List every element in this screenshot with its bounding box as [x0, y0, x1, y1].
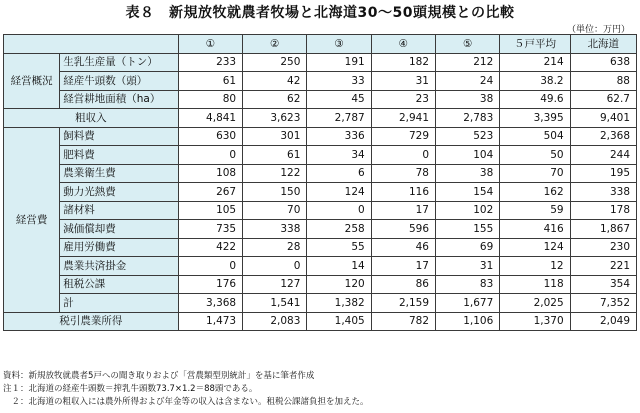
row-label: 計	[60, 294, 179, 313]
row-labor	[4, 238, 637, 257]
unit-label: （単位：万円）	[566, 25, 630, 35]
cell: 0	[178, 146, 242, 165]
cell: 0	[178, 257, 242, 276]
row-label: 粗収入	[4, 109, 179, 128]
cell: 596	[371, 220, 435, 239]
cell: 1,867	[570, 220, 636, 239]
cell: 104	[436, 146, 500, 165]
row-coop	[4, 257, 637, 276]
cell: 1,677	[436, 294, 500, 313]
row-income	[4, 109, 637, 128]
group-label-costs: 経営費	[4, 127, 60, 312]
cell: 212	[436, 53, 500, 72]
cell: 55	[307, 238, 371, 257]
col-header: ①	[178, 35, 242, 54]
cell: 422	[178, 238, 242, 257]
table-title: 表８ 新規放牧就農者牧場と北海道30〜50頭規模との比較	[125, 5, 515, 21]
cell: 191	[307, 53, 371, 72]
cell: 336	[307, 127, 371, 146]
row-vet	[4, 164, 637, 183]
row-milk	[4, 53, 637, 72]
cell: 3,368	[178, 294, 242, 313]
cell: 735	[178, 220, 242, 239]
cell: 31	[371, 72, 435, 91]
cell: 3,395	[500, 109, 570, 128]
cell: 108	[178, 164, 242, 183]
cell: 338	[570, 183, 636, 202]
cell: 2,941	[371, 109, 435, 128]
footnote: ２：北海道の粗収入には農外所得および年金等の収入は含まない。租税公課諸負担を加えた。	[3, 397, 369, 407]
cell: 1,370	[500, 312, 570, 331]
cell: 120	[307, 275, 371, 294]
cell: 122	[243, 164, 307, 183]
cell: 118	[500, 275, 570, 294]
cell: 2,083	[243, 312, 307, 331]
cell: 155	[436, 220, 500, 239]
cell: 83	[436, 275, 500, 294]
cell: 116	[371, 183, 435, 202]
cell: 105	[178, 201, 242, 220]
cell: 301	[243, 127, 307, 146]
cell: 4,841	[178, 109, 242, 128]
cell: 1,106	[436, 312, 500, 331]
cell: 124	[307, 183, 371, 202]
cell: 9,401	[570, 109, 636, 128]
cell: 2,049	[570, 312, 636, 331]
row-feed	[4, 127, 637, 146]
header-row	[4, 35, 637, 54]
col-header: ５戸平均	[500, 35, 570, 54]
cell: 182	[371, 53, 435, 72]
row-power	[4, 183, 637, 202]
header-corner	[4, 35, 179, 54]
col-header: ④	[371, 35, 435, 54]
row-label: 雇用労働費	[60, 238, 179, 257]
cell: 162	[500, 183, 570, 202]
cell: 233	[178, 53, 242, 72]
cell: 62	[243, 90, 307, 109]
row-label: 飼料費	[60, 127, 179, 146]
cell: 127	[243, 275, 307, 294]
row-pretax	[4, 312, 637, 331]
cell: 6	[307, 164, 371, 183]
cell: 50	[500, 146, 570, 165]
cell: 59	[500, 201, 570, 220]
cell: 214	[500, 53, 570, 72]
row-misc	[4, 201, 637, 220]
cell: 338	[243, 220, 307, 239]
cell: 244	[570, 146, 636, 165]
row-label: 租税公課	[60, 275, 179, 294]
row-label: 農業共済掛金	[60, 257, 179, 276]
cell: 86	[371, 275, 435, 294]
row-land	[4, 90, 637, 109]
cell: 221	[570, 257, 636, 276]
cell: 24	[436, 72, 500, 91]
cell: 34	[307, 146, 371, 165]
cell: 630	[178, 127, 242, 146]
row-tax	[4, 275, 637, 294]
row-cows	[4, 72, 637, 91]
cell: 0	[307, 201, 371, 220]
cell: 70	[243, 201, 307, 220]
cell: 1,382	[307, 294, 371, 313]
cell: 230	[570, 238, 636, 257]
cell: 1,541	[243, 294, 307, 313]
col-header: 北海道	[570, 35, 636, 54]
cell: 88	[570, 72, 636, 91]
row-label: 経産牛頭数（頭）	[60, 72, 179, 91]
cell: 17	[371, 201, 435, 220]
cell: 49.6	[500, 90, 570, 109]
cell: 354	[570, 275, 636, 294]
row-fert	[4, 146, 637, 165]
cell: 0	[243, 257, 307, 276]
cell: 23	[371, 90, 435, 109]
cell: 416	[500, 220, 570, 239]
cell: 70	[500, 164, 570, 183]
cell: 14	[307, 257, 371, 276]
cell: 258	[307, 220, 371, 239]
cell: 3,623	[243, 109, 307, 128]
cell: 38	[436, 90, 500, 109]
cell: 45	[307, 90, 371, 109]
cell: 1,473	[178, 312, 242, 331]
cell: 78	[371, 164, 435, 183]
cell: 38.2	[500, 72, 570, 91]
row-label: 生乳生産量（トン）	[60, 53, 179, 72]
col-header: ⑤	[436, 35, 500, 54]
cell: 176	[178, 275, 242, 294]
cell: 17	[371, 257, 435, 276]
cell: 150	[243, 183, 307, 202]
cell: 504	[500, 127, 570, 146]
cell: 28	[243, 238, 307, 257]
comparison-table	[3, 34, 637, 331]
col-header: ②	[243, 35, 307, 54]
cell: 2,159	[371, 294, 435, 313]
cell: 154	[436, 183, 500, 202]
cell: 729	[371, 127, 435, 146]
cell: 2,368	[570, 127, 636, 146]
cell: 523	[436, 127, 500, 146]
cell: 0	[371, 146, 435, 165]
cell: 33	[307, 72, 371, 91]
cell: 7,352	[570, 294, 636, 313]
cell: 62.7	[570, 90, 636, 109]
cell: 46	[371, 238, 435, 257]
cell: 2,787	[307, 109, 371, 128]
row-label: 経営耕地面積（ha）	[60, 90, 179, 109]
cell: 1,405	[307, 312, 371, 331]
cell: 2,025	[500, 294, 570, 313]
cell: 782	[371, 312, 435, 331]
row-label: 動力光熱費	[60, 183, 179, 202]
group-label-overview: 経営概況	[4, 53, 60, 109]
row-label: 税引農業所得	[4, 312, 179, 331]
row-label: 肥料費	[60, 146, 179, 165]
cell: 178	[570, 201, 636, 220]
row-label: 減価償却費	[60, 220, 179, 239]
cell: 195	[570, 164, 636, 183]
row-depr	[4, 220, 637, 239]
cell: 61	[178, 72, 242, 91]
cell: 638	[570, 53, 636, 72]
cell: 267	[178, 183, 242, 202]
row-label: 農業衛生費	[60, 164, 179, 183]
cell: 124	[500, 238, 570, 257]
footnotes	[3, 370, 369, 409]
cell: 250	[243, 53, 307, 72]
cell: 80	[178, 90, 242, 109]
cell: 69	[436, 238, 500, 257]
cell: 2,783	[436, 109, 500, 128]
cell: 38	[436, 164, 500, 183]
row-total	[4, 294, 637, 313]
row-label: 諸材料	[60, 201, 179, 220]
cell: 61	[243, 146, 307, 165]
footnote: 注１：北海道の経産牛頭数＝搾乳牛頭数73.7×1.2＝88頭である。	[3, 384, 258, 394]
cell: 42	[243, 72, 307, 91]
cell: 102	[436, 201, 500, 220]
cell: 12	[500, 257, 570, 276]
col-header: ③	[307, 35, 371, 54]
cell: 31	[436, 257, 500, 276]
source-note: 資料：新規放牧就農者5戸への聞き取りおよび「営農類型別統計」を基に筆者作成	[3, 371, 315, 381]
